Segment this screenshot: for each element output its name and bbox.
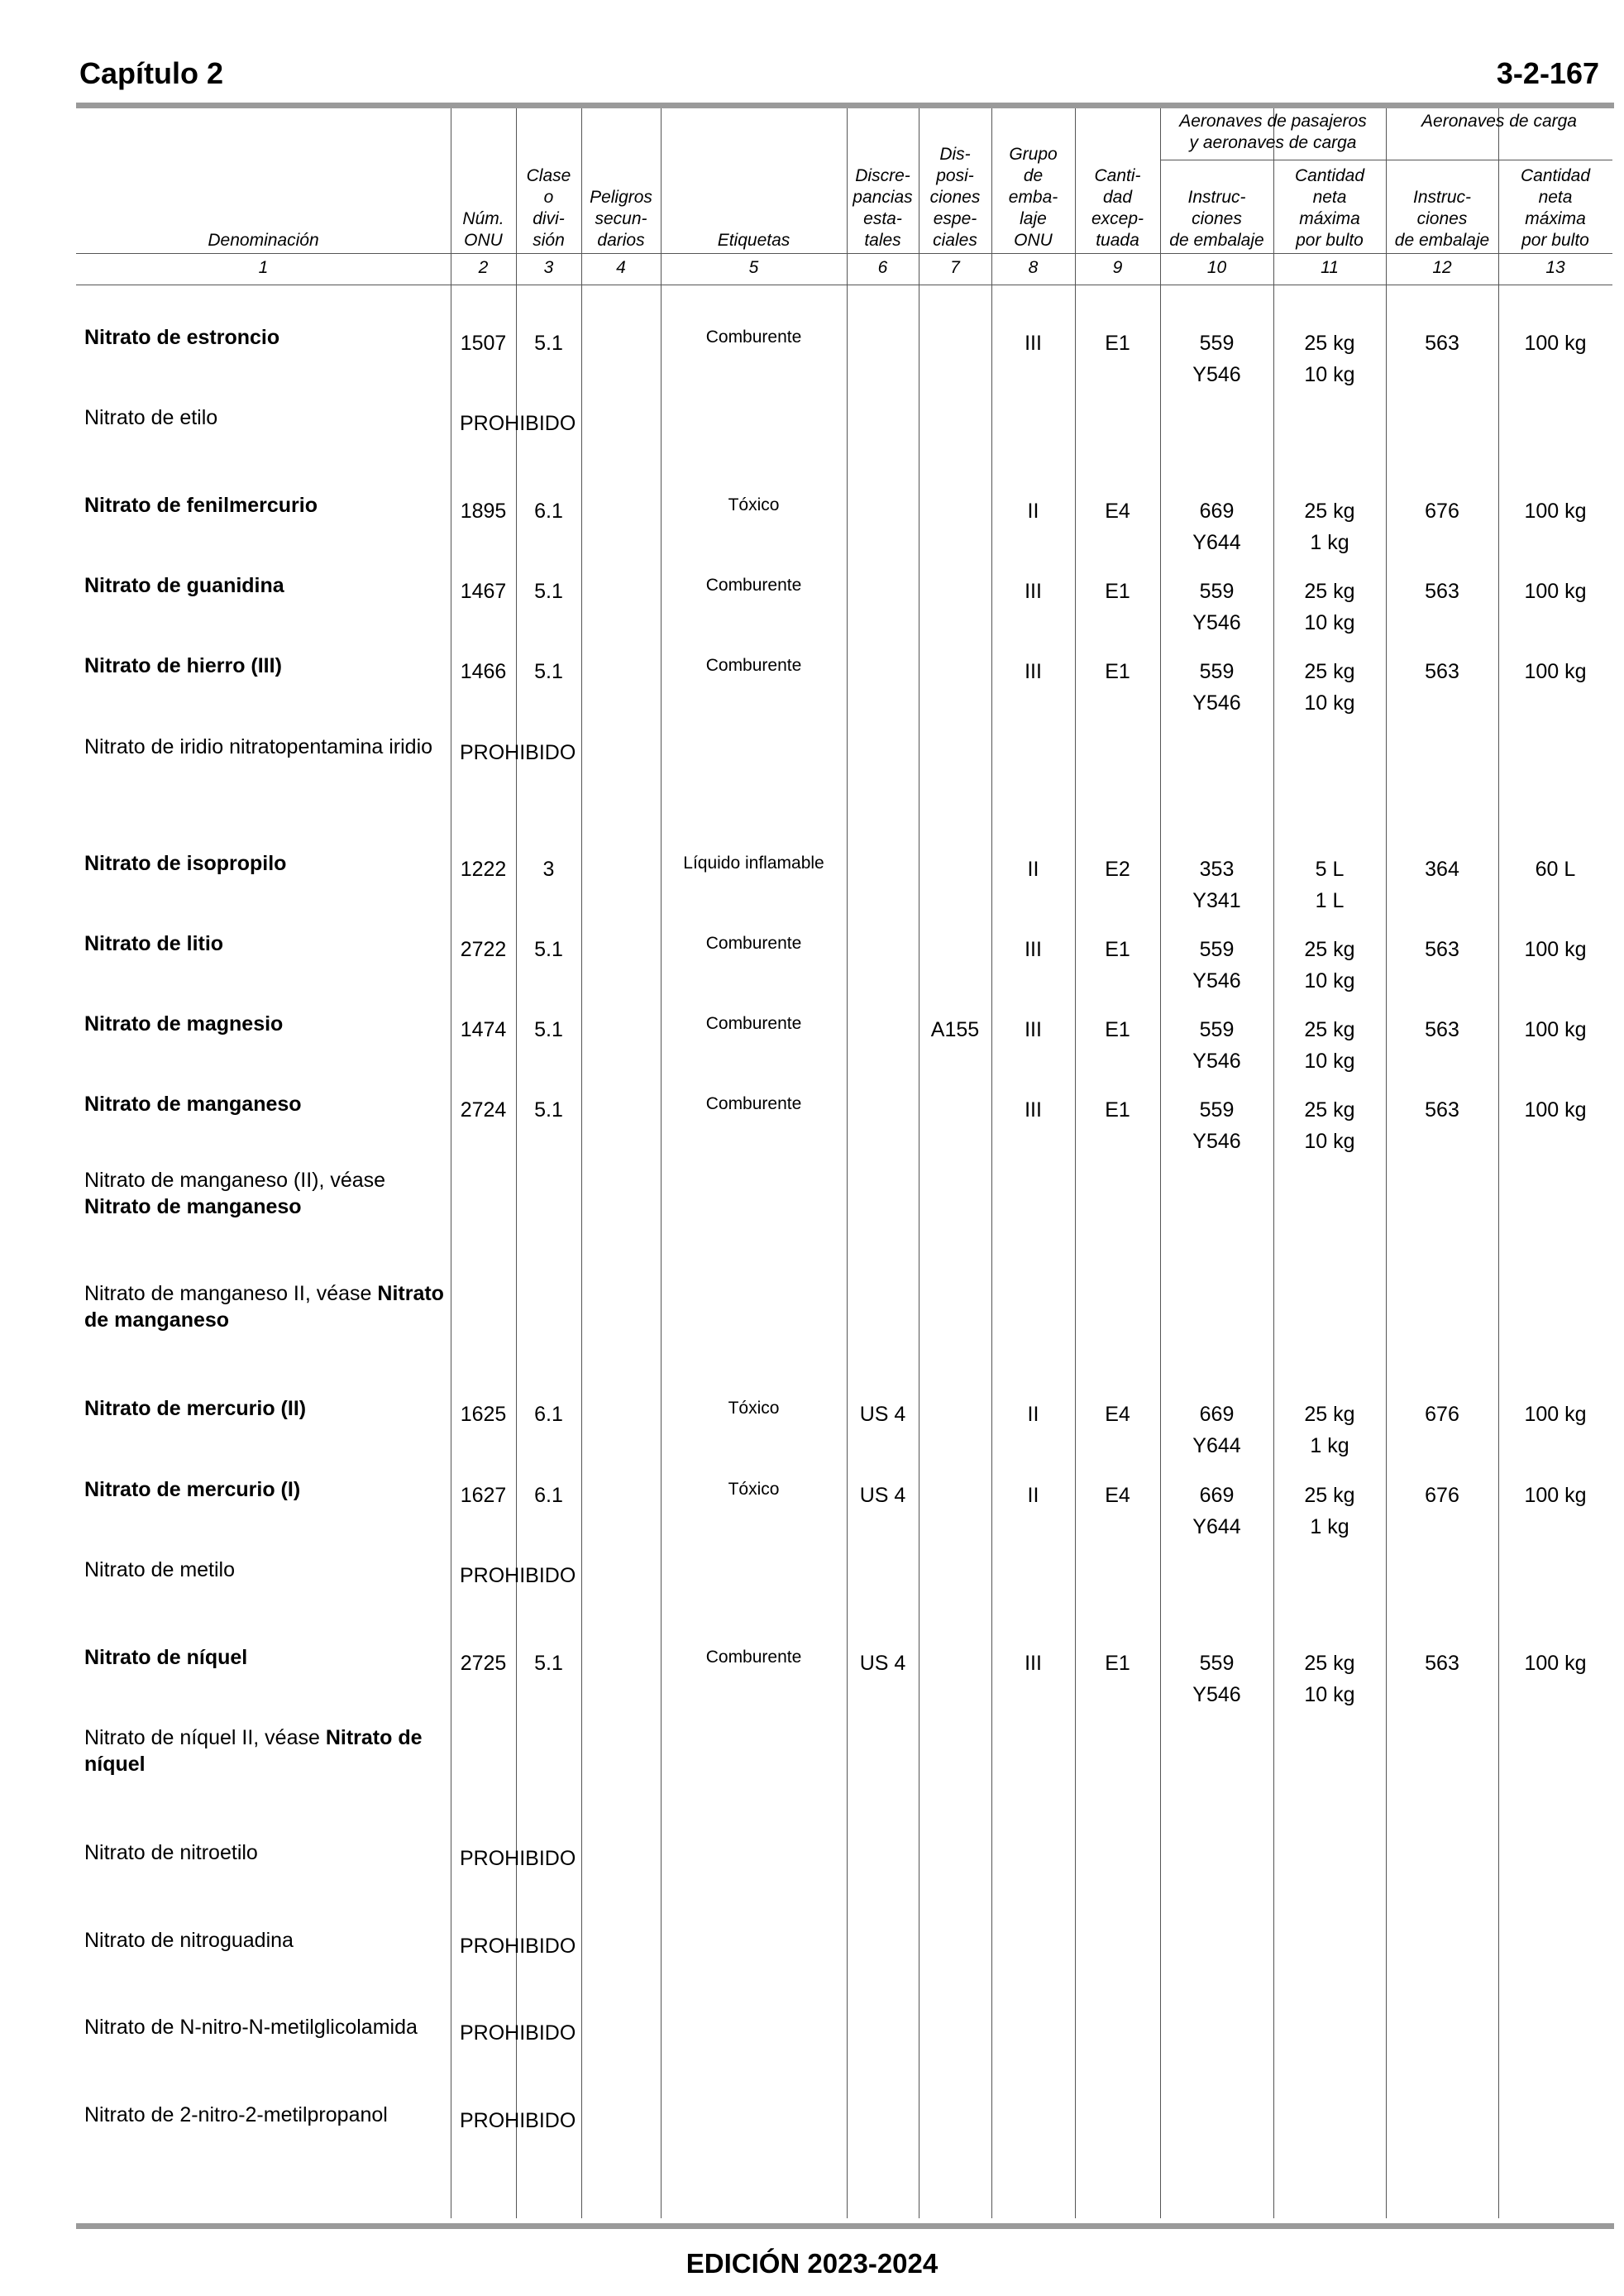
row-instrucciones-carga: 676: [1425, 1484, 1459, 1507]
header-denominacion-line: Denominación: [208, 231, 319, 250]
row-grupo: III: [1025, 1652, 1042, 1675]
row-prohibido: PROHIBIDO: [460, 2109, 576, 2132]
header-group-pasajeros-line: y aeronaves de carga: [1189, 133, 1357, 152]
row-cantidad-pasajeros: 25 kg: [1304, 1018, 1355, 1041]
row-cantidad-carga: 60 L: [1535, 858, 1576, 881]
row-cantidad-pasajeros: 25 kg: [1304, 1403, 1355, 1426]
row-instrucciones-pasajeros: 353: [1199, 858, 1235, 881]
row-etiqueta: Comburente: [705, 1014, 802, 1033]
header-grupo-embalaje: [991, 111, 1075, 251]
header-clase-line: o: [543, 188, 554, 207]
header-cantidad-carga-line: neta: [1538, 188, 1573, 207]
header-etiquetas: [661, 111, 847, 251]
header-cantidad-exceptuada-line: excep-: [1091, 209, 1144, 228]
column-divider: [661, 108, 662, 2218]
row-denominacion: Nitrato de iridio nitratopentamina iridio: [84, 735, 433, 758]
row-instrucciones-pasajeros: 559: [1199, 580, 1235, 603]
row-cantidad-pasajeros-y: 10 kg: [1304, 363, 1355, 386]
column-number: 10: [1206, 258, 1227, 277]
column-number: 5: [748, 258, 759, 277]
column-number: 6: [877, 258, 888, 277]
row-etiqueta: Comburente: [705, 328, 802, 347]
row-exceptuada: E4: [1105, 1403, 1130, 1426]
header-group-pasajeros: [1160, 111, 1386, 154]
row-denominacion: [84, 1280, 448, 1333]
row-denominacion: [84, 1724, 448, 1777]
row-cantidad-pasajeros: 25 kg: [1304, 938, 1355, 961]
row-denominacion: Nitrato de metilo: [84, 1558, 236, 1581]
header-cantidad-pasajeros-line: Cantidad: [1294, 166, 1365, 185]
row-clase: 6.1: [534, 1484, 563, 1507]
row-cantidad-pasajeros-y: 1 L: [1315, 889, 1345, 912]
row-cantidad-carga: 100 kg: [1524, 1403, 1587, 1426]
row-name-text: Nitrato de manganeso (II), véase: [84, 1169, 386, 1192]
row-cantidad-carga: 100 kg: [1524, 332, 1587, 355]
column-divider: [1273, 108, 1274, 2218]
row-denominacion: Nitrato de 2-nitro-2-metilpropanol: [84, 2103, 388, 2126]
row-see-reference: Nitrato de manganeso: [84, 1282, 444, 1332]
row-exceptuada: E1: [1105, 580, 1130, 603]
row-prohibido: PROHIBIDO: [460, 1847, 576, 1870]
row-exceptuada: E1: [1105, 1652, 1130, 1675]
row-instrucciones-pasajeros: 559: [1199, 938, 1235, 961]
row-cantidad-carga: 100 kg: [1524, 938, 1587, 961]
header-instrucciones-carga-line: ciones: [1416, 209, 1468, 228]
header-clase-line: divi-: [533, 209, 565, 228]
header-disposiciones-especiales-line: posi-: [936, 166, 974, 185]
row-denominacion: Nitrato de níquel: [84, 1646, 248, 1669]
header-cantidad-pasajeros-line: por bulto: [1296, 231, 1364, 250]
row-exceptuada: E2: [1105, 858, 1130, 881]
row-instrucciones-carga: 563: [1425, 660, 1459, 683]
row-see-reference: Nitrato de manganeso: [84, 1195, 302, 1218]
row-denominacion: Nitrato de N-nitro-N-metilglicolamida: [84, 2016, 418, 2039]
header-peligros-secundarios: [581, 111, 661, 251]
row-denominacion: Nitrato de hierro (III): [84, 654, 282, 677]
edition-footer: EDICIÓN 2023-2024: [685, 2248, 939, 2279]
row-instrucciones-pasajeros: 559: [1199, 1018, 1235, 1041]
chapter-title: Capítulo 2: [79, 56, 224, 90]
header-cantidad-carga-line: por bulto: [1521, 231, 1589, 250]
row-instrucciones-carga: 563: [1425, 580, 1459, 603]
row-denominacion: Nitrato de etilo: [84, 406, 218, 429]
row-instrucciones-pasajeros: 669: [1199, 1484, 1235, 1507]
row-grupo: II: [1027, 500, 1039, 523]
header-grupo-embalaje-line: emba-: [1008, 188, 1058, 207]
row-instrucciones-pasajeros-y: Y341: [1192, 889, 1241, 912]
row-num-onu: 2725: [460, 1652, 507, 1675]
row-clase: 3: [542, 858, 555, 881]
row-instrucciones-pasajeros-y: Y546: [1192, 691, 1241, 715]
row-disposiciones: A155: [930, 1018, 980, 1041]
row-grupo: III: [1025, 660, 1042, 683]
row-denominacion: [84, 1167, 448, 1220]
row-grupo: III: [1025, 1098, 1042, 1122]
column-number: 11: [1321, 258, 1339, 277]
page-number: 3-2-167: [1496, 56, 1599, 90]
header-disposiciones-especiales: [919, 111, 991, 251]
header-disposiciones-especiales-line: espe-: [933, 209, 977, 228]
row-exceptuada: E1: [1105, 1018, 1130, 1041]
row-denominacion: Nitrato de litio: [84, 932, 224, 955]
row-clase: 5.1: [534, 580, 563, 603]
row-denominacion: Nitrato de guanidina: [84, 574, 284, 597]
row-cantidad-pasajeros: 25 kg: [1304, 1484, 1355, 1507]
row-cantidad-carga: 100 kg: [1524, 660, 1587, 683]
column-number: 9: [1112, 258, 1123, 277]
row-grupo: III: [1025, 332, 1042, 355]
row-etiqueta: Tóxico: [728, 1399, 780, 1418]
header-instrucciones-pasajeros-line: Instruc-: [1187, 188, 1246, 207]
row-cantidad-pasajeros: 25 kg: [1304, 332, 1355, 355]
header-cantidad-pasajeros-line: neta: [1312, 188, 1347, 207]
row-grupo: II: [1027, 1403, 1039, 1426]
row-clase: 5.1: [534, 1098, 563, 1122]
row-grupo: II: [1027, 1484, 1039, 1507]
header-grupo-embalaje-line: ONU: [1014, 231, 1053, 250]
row-etiqueta: Líquido inflamable: [683, 854, 824, 873]
row-num-onu: 1466: [460, 660, 507, 683]
row-instrucciones-pasajeros-y: Y644: [1192, 1515, 1241, 1538]
header-instrucciones-carga-line: Instruc-: [1412, 188, 1471, 207]
header-disposiciones-especiales-line: Dis-: [939, 145, 971, 164]
row-exceptuada: E1: [1105, 938, 1130, 961]
row-instrucciones-pasajeros-y: Y546: [1192, 1130, 1241, 1153]
row-etiqueta: Comburente: [705, 934, 802, 953]
row-num-onu: 1625: [460, 1403, 507, 1426]
row-cantidad-pasajeros-y: 1 kg: [1310, 531, 1349, 554]
row-instrucciones-carga: 563: [1425, 1652, 1459, 1675]
row-cantidad-pasajeros-y: 1 kg: [1310, 1434, 1349, 1457]
row-cantidad-carga: 100 kg: [1524, 580, 1587, 603]
column-number: 2: [478, 258, 489, 277]
row-denominacion: Nitrato de manganeso: [84, 1093, 302, 1116]
row-etiqueta: Tóxico: [728, 495, 780, 514]
row-exceptuada: E4: [1105, 500, 1130, 523]
row-discrepancias: US 4: [859, 1484, 906, 1507]
row-etiqueta: Comburente: [705, 1648, 802, 1667]
row-etiqueta: Comburente: [705, 656, 802, 675]
column-number: 8: [1028, 258, 1039, 277]
row-name-text: Nitrato de níquel II, véase: [84, 1726, 320, 1749]
row-instrucciones-pasajeros-y: Y644: [1192, 531, 1241, 554]
header-discrepancias-line: tales: [864, 231, 901, 250]
column-number: 4: [616, 258, 626, 277]
row-num-onu: 2724: [460, 1098, 507, 1122]
row-discrepancias: US 4: [859, 1652, 906, 1675]
header-num-onu: [451, 111, 516, 251]
row-clase: 5.1: [534, 1652, 563, 1675]
row-grupo: III: [1025, 580, 1042, 603]
row-etiqueta: Comburente: [705, 576, 802, 595]
header-peligros-secundarios-line: Peligros: [590, 188, 652, 207]
bottom-rule: [76, 2223, 1614, 2229]
header-discrepancias-line: Discre-: [855, 166, 910, 185]
row-prohibido: PROHIBIDO: [460, 1564, 576, 1587]
column-number: 12: [1432, 258, 1452, 277]
row-cantidad-carga: 100 kg: [1524, 500, 1587, 523]
column-number: 7: [950, 258, 960, 277]
row-etiqueta: Tóxico: [728, 1480, 780, 1499]
row-see-reference: Nitrato de níquel: [84, 1726, 423, 1776]
row-cantidad-pasajeros-y: 10 kg: [1304, 969, 1355, 993]
header-discrepancias: [847, 111, 919, 251]
row-denominacion: Nitrato de fenilmercurio: [84, 494, 318, 517]
column-number: 1: [258, 258, 269, 277]
column-number: 3: [543, 258, 554, 277]
row-prohibido: PROHIBIDO: [460, 741, 576, 764]
row-num-onu: 1627: [460, 1484, 507, 1507]
row-discrepancias: US 4: [859, 1403, 906, 1426]
column-divider: [1075, 108, 1076, 2218]
header-disposiciones-especiales-line: ciones: [929, 188, 981, 207]
row-grupo: III: [1025, 1018, 1042, 1041]
top-rule: [76, 103, 1614, 108]
row-num-onu: 1507: [460, 332, 507, 355]
row-instrucciones-carga: 563: [1425, 1018, 1459, 1041]
row-grupo: II: [1027, 858, 1039, 881]
row-denominacion: Nitrato de nitroetilo: [84, 1841, 258, 1864]
column-number: 13: [1545, 258, 1565, 277]
row-denominacion: Nitrato de isopropilo: [84, 852, 287, 875]
row-cantidad-pasajeros-y: 10 kg: [1304, 611, 1355, 634]
row-clase: 5.1: [534, 660, 563, 683]
row-cantidad-carga: 100 kg: [1524, 1098, 1587, 1122]
row-cantidad-pasajeros-y: 1 kg: [1310, 1515, 1349, 1538]
row-instrucciones-pasajeros-y: Y546: [1192, 363, 1241, 386]
row-num-onu: 2722: [460, 938, 507, 961]
row-num-onu: 1467: [460, 580, 507, 603]
row-prohibido: PROHIBIDO: [460, 2021, 576, 2045]
header-instrucciones-pasajeros-line: ciones: [1192, 209, 1242, 228]
column-divider: [991, 108, 992, 2218]
row-instrucciones-pasajeros-y: Y546: [1192, 1050, 1241, 1073]
row-clase: 6.1: [534, 500, 563, 523]
header-cantidad-pasajeros-line: máxima: [1299, 209, 1360, 228]
row-cantidad-carga: 100 kg: [1524, 1484, 1587, 1507]
column-divider: [847, 108, 848, 2218]
header-group-carga: Aeronaves de carga: [1421, 112, 1577, 131]
row-instrucciones-carga: 676: [1425, 500, 1459, 523]
row-instrucciones-pasajeros: 559: [1199, 332, 1235, 355]
row-instrucciones-carga: 563: [1425, 1098, 1459, 1122]
header-discrepancias-line: esta-: [863, 209, 902, 228]
row-prohibido: PROHIBIDO: [460, 1935, 576, 1958]
row-num-onu: 1222: [460, 858, 507, 881]
column-divider: [581, 108, 582, 2218]
row-exceptuada: E1: [1105, 1098, 1130, 1122]
row-denominacion: Nitrato de mercurio (I): [84, 1478, 301, 1501]
row-cantidad-pasajeros-y: 10 kg: [1304, 1683, 1355, 1706]
row-cantidad-carga: 100 kg: [1524, 1652, 1587, 1675]
row-cantidad-pasajeros: 5 L: [1315, 858, 1345, 881]
row-instrucciones-carga: 563: [1425, 332, 1459, 355]
row-clase: 5.1: [534, 332, 563, 355]
header-grupo-embalaje-line: laje: [1020, 209, 1047, 228]
header-grupo-embalaje-line: Grupo: [1009, 145, 1058, 164]
header-clase-line: sión: [533, 231, 565, 250]
row-cantidad-pasajeros: 25 kg: [1304, 1098, 1355, 1122]
row-exceptuada: E1: [1105, 660, 1130, 683]
header-cantidad-carga-line: Cantidad: [1520, 166, 1591, 185]
header-denominacion: [76, 111, 451, 251]
column-divider: [1160, 108, 1161, 2218]
header-cantidad-exceptuada-line: dad: [1102, 188, 1133, 207]
header-etiquetas-line: Etiquetas: [717, 231, 791, 250]
row-denominacion: Nitrato de magnesio: [84, 1012, 284, 1036]
header-num-onu-line: Núm.: [462, 209, 504, 228]
header-discrepancias-line: pancias: [853, 188, 913, 207]
header-cantidad-exceptuada: [1075, 111, 1160, 251]
row-num-onu: 1474: [460, 1018, 507, 1041]
header-cantidad-exceptuada-line: tuada: [1096, 231, 1139, 250]
row-instrucciones-carga: 676: [1425, 1403, 1459, 1426]
row-instrucciones-pasajeros: 559: [1199, 660, 1235, 683]
row-instrucciones-pasajeros-y: Y546: [1192, 969, 1241, 993]
row-instrucciones-pasajeros: 669: [1199, 1403, 1235, 1426]
row-name-text: Nitrato de manganeso II, véase: [84, 1282, 372, 1305]
row-cantidad-pasajeros: 25 kg: [1304, 660, 1355, 683]
row-denominacion: Nitrato de estroncio: [84, 326, 280, 349]
row-instrucciones-pasajeros: 669: [1199, 500, 1235, 523]
row-instrucciones-pasajeros: 559: [1199, 1652, 1235, 1675]
row-denominacion: Nitrato de nitroguadina: [84, 1929, 294, 1952]
header-peligros-secundarios-line: darios: [597, 231, 645, 250]
row-cantidad-pasajeros: 25 kg: [1304, 580, 1355, 603]
row-clase: 5.1: [534, 938, 563, 961]
header-group-pasajeros-line: Aeronaves de pasajeros: [1179, 112, 1367, 131]
row-instrucciones-pasajeros: 559: [1199, 1098, 1235, 1122]
row-etiqueta: Comburente: [705, 1094, 802, 1113]
row-instrucciones-pasajeros-y: Y546: [1192, 611, 1241, 634]
row-exceptuada: E4: [1105, 1484, 1130, 1507]
column-divider: [1386, 160, 1387, 2218]
header-num-onu-line: ONU: [464, 231, 503, 250]
header-clase: [516, 111, 581, 251]
header-instrucciones-pasajeros-line: de embalaje: [1169, 231, 1264, 250]
row-clase: 6.1: [534, 1403, 563, 1426]
row-cantidad-pasajeros-y: 10 kg: [1304, 1050, 1355, 1073]
header-peligros-secundarios-line: secun-: [595, 209, 647, 228]
row-instrucciones-pasajeros-y: Y546: [1192, 1683, 1241, 1706]
header-bottom-line: [76, 253, 1612, 254]
row-num-onu: 1895: [460, 500, 507, 523]
row-prohibido: PROHIBIDO: [460, 412, 576, 435]
header-cantidad-carga-line: máxima: [1525, 209, 1586, 228]
row-cantidad-carga: 100 kg: [1524, 1018, 1587, 1041]
header-grupo-embalaje-line: de: [1023, 166, 1044, 185]
header-cantidad-exceptuada-line: Canti-: [1094, 166, 1141, 185]
row-instrucciones-carga: 364: [1425, 858, 1459, 881]
column-divider: [1498, 108, 1499, 2218]
row-exceptuada: E1: [1105, 332, 1130, 355]
row-denominacion: Nitrato de mercurio (II): [84, 1397, 307, 1420]
row-clase: 5.1: [534, 1018, 563, 1041]
row-cantidad-pasajeros: 25 kg: [1304, 500, 1355, 523]
header-clase-line: Clase: [526, 166, 571, 185]
header-disposiciones-especiales-line: ciales: [933, 231, 977, 250]
row-instrucciones-carga: 563: [1425, 938, 1459, 961]
row-grupo: III: [1025, 938, 1042, 961]
row-instrucciones-pasajeros-y: Y644: [1192, 1434, 1241, 1457]
header-instrucciones-carga-line: de embalaje: [1394, 231, 1490, 250]
row-cantidad-pasajeros-y: 10 kg: [1304, 1130, 1355, 1153]
row-cantidad-pasajeros-y: 10 kg: [1304, 691, 1355, 715]
row-cantidad-pasajeros: 25 kg: [1304, 1652, 1355, 1675]
